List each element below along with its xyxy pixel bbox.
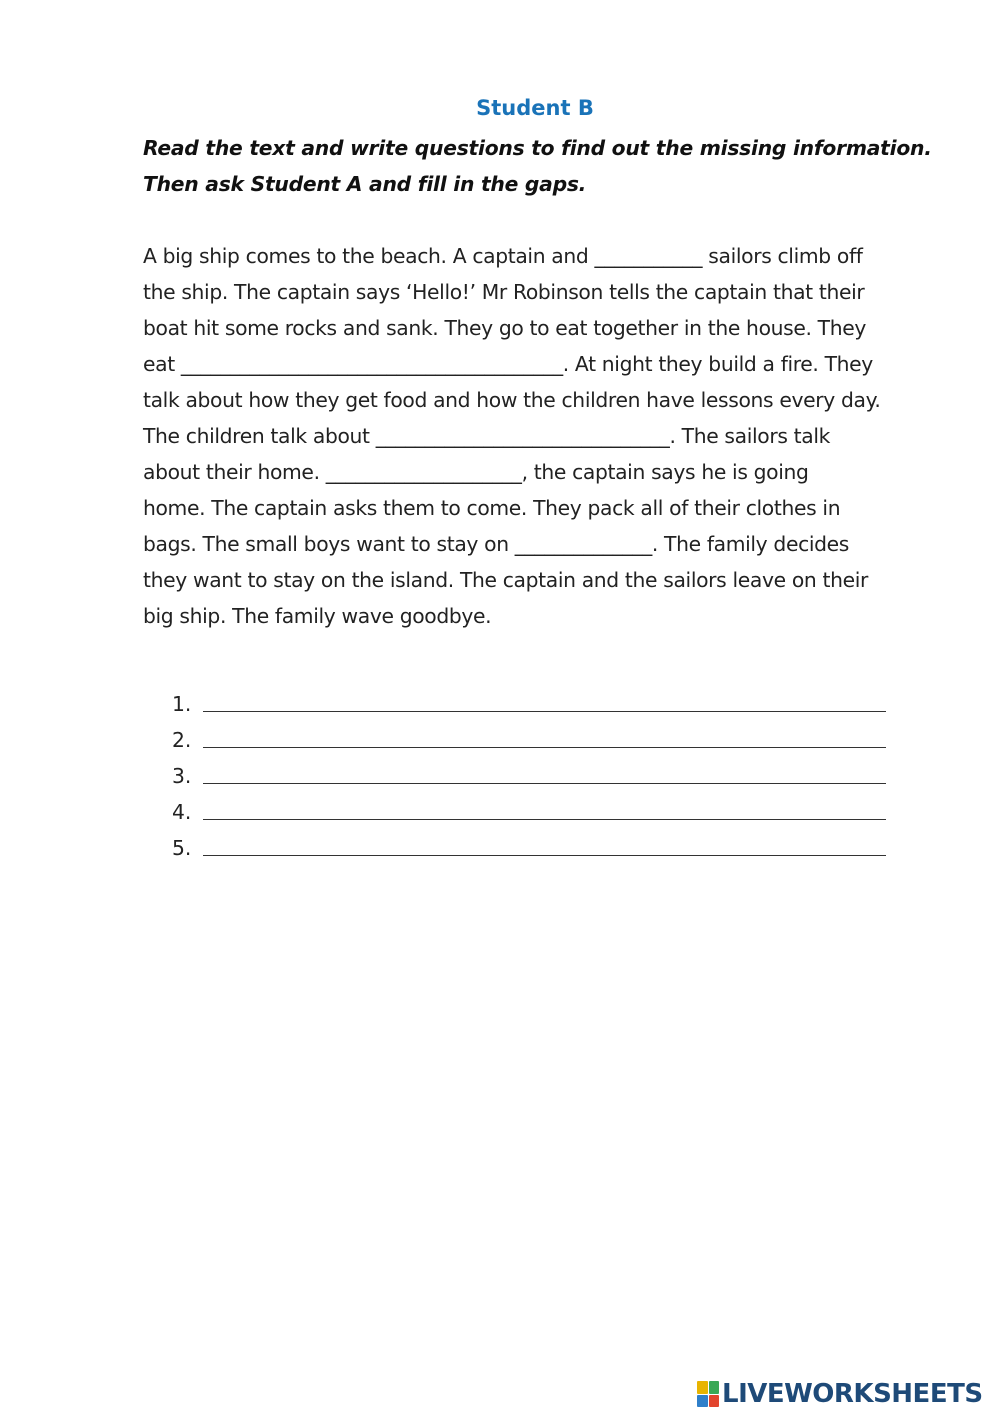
answer-line[interactable] <box>203 758 886 784</box>
answer-line[interactable] <box>203 722 886 748</box>
passage-line: A big ship comes to the beach. A captain and ___________ sailors climb off <box>143 244 863 268</box>
page-title: Student B <box>476 96 594 120</box>
passage-line: the ship. The captain says ‘Hello!’ Mr Robinson tells the captain that their <box>143 280 865 304</box>
logo-square-icon <box>697 1381 708 1394</box>
passage-line: home. The captain asks them to come. They pack all of their clothes in <box>143 496 841 520</box>
question-row <box>172 830 892 866</box>
logo-text: LIVEWORKSHEETS <box>722 1379 983 1409</box>
instructions-line-2: Then ask Student A and fill in the gaps. <box>143 172 587 196</box>
answer-line[interactable] <box>203 830 886 856</box>
liveworksheets-logo[interactable] <box>697 1379 983 1409</box>
question-number: 3. <box>172 764 192 788</box>
question-row <box>172 686 892 722</box>
logo-square-icon <box>709 1381 720 1394</box>
question-number: 1. <box>172 692 192 716</box>
question-row <box>172 722 892 758</box>
reading-passage <box>143 238 943 634</box>
passage-line: boat hit some rocks and sank. They go to eat together in the house. They <box>143 316 866 340</box>
instructions-line-1: Read the text and write questions to find out the missing information. <box>143 136 932 160</box>
answer-line[interactable] <box>203 686 886 712</box>
liveworksheets-logo-icon <box>697 1381 719 1407</box>
question-row <box>172 758 892 794</box>
instructions <box>143 130 943 202</box>
logo-square-icon <box>697 1395 708 1408</box>
logo-square-icon <box>709 1395 720 1408</box>
passage-line: bags. The small boys want to stay on ______________. The family decides <box>143 532 850 556</box>
question-number: 5. <box>172 836 192 860</box>
passage-line: talk about how they get food and how the children have lessons every day. <box>143 388 881 412</box>
passage-line: eat _______________________________________. At night they build a fire. They <box>143 352 873 376</box>
passage-line: they want to stay on the island. The captain and the sailors leave on their <box>143 568 869 592</box>
passage-line: about their home. ____________________, the captain says he is going <box>143 460 809 484</box>
passage-line: big ship. The family wave goodbye. <box>143 604 492 628</box>
question-row <box>172 794 892 830</box>
question-list <box>172 686 892 866</box>
passage-line: The children talk about ______________________________. The sailors talk <box>143 424 831 448</box>
answer-line[interactable] <box>203 794 886 820</box>
question-number: 4. <box>172 800 192 824</box>
question-number: 2. <box>172 728 192 752</box>
